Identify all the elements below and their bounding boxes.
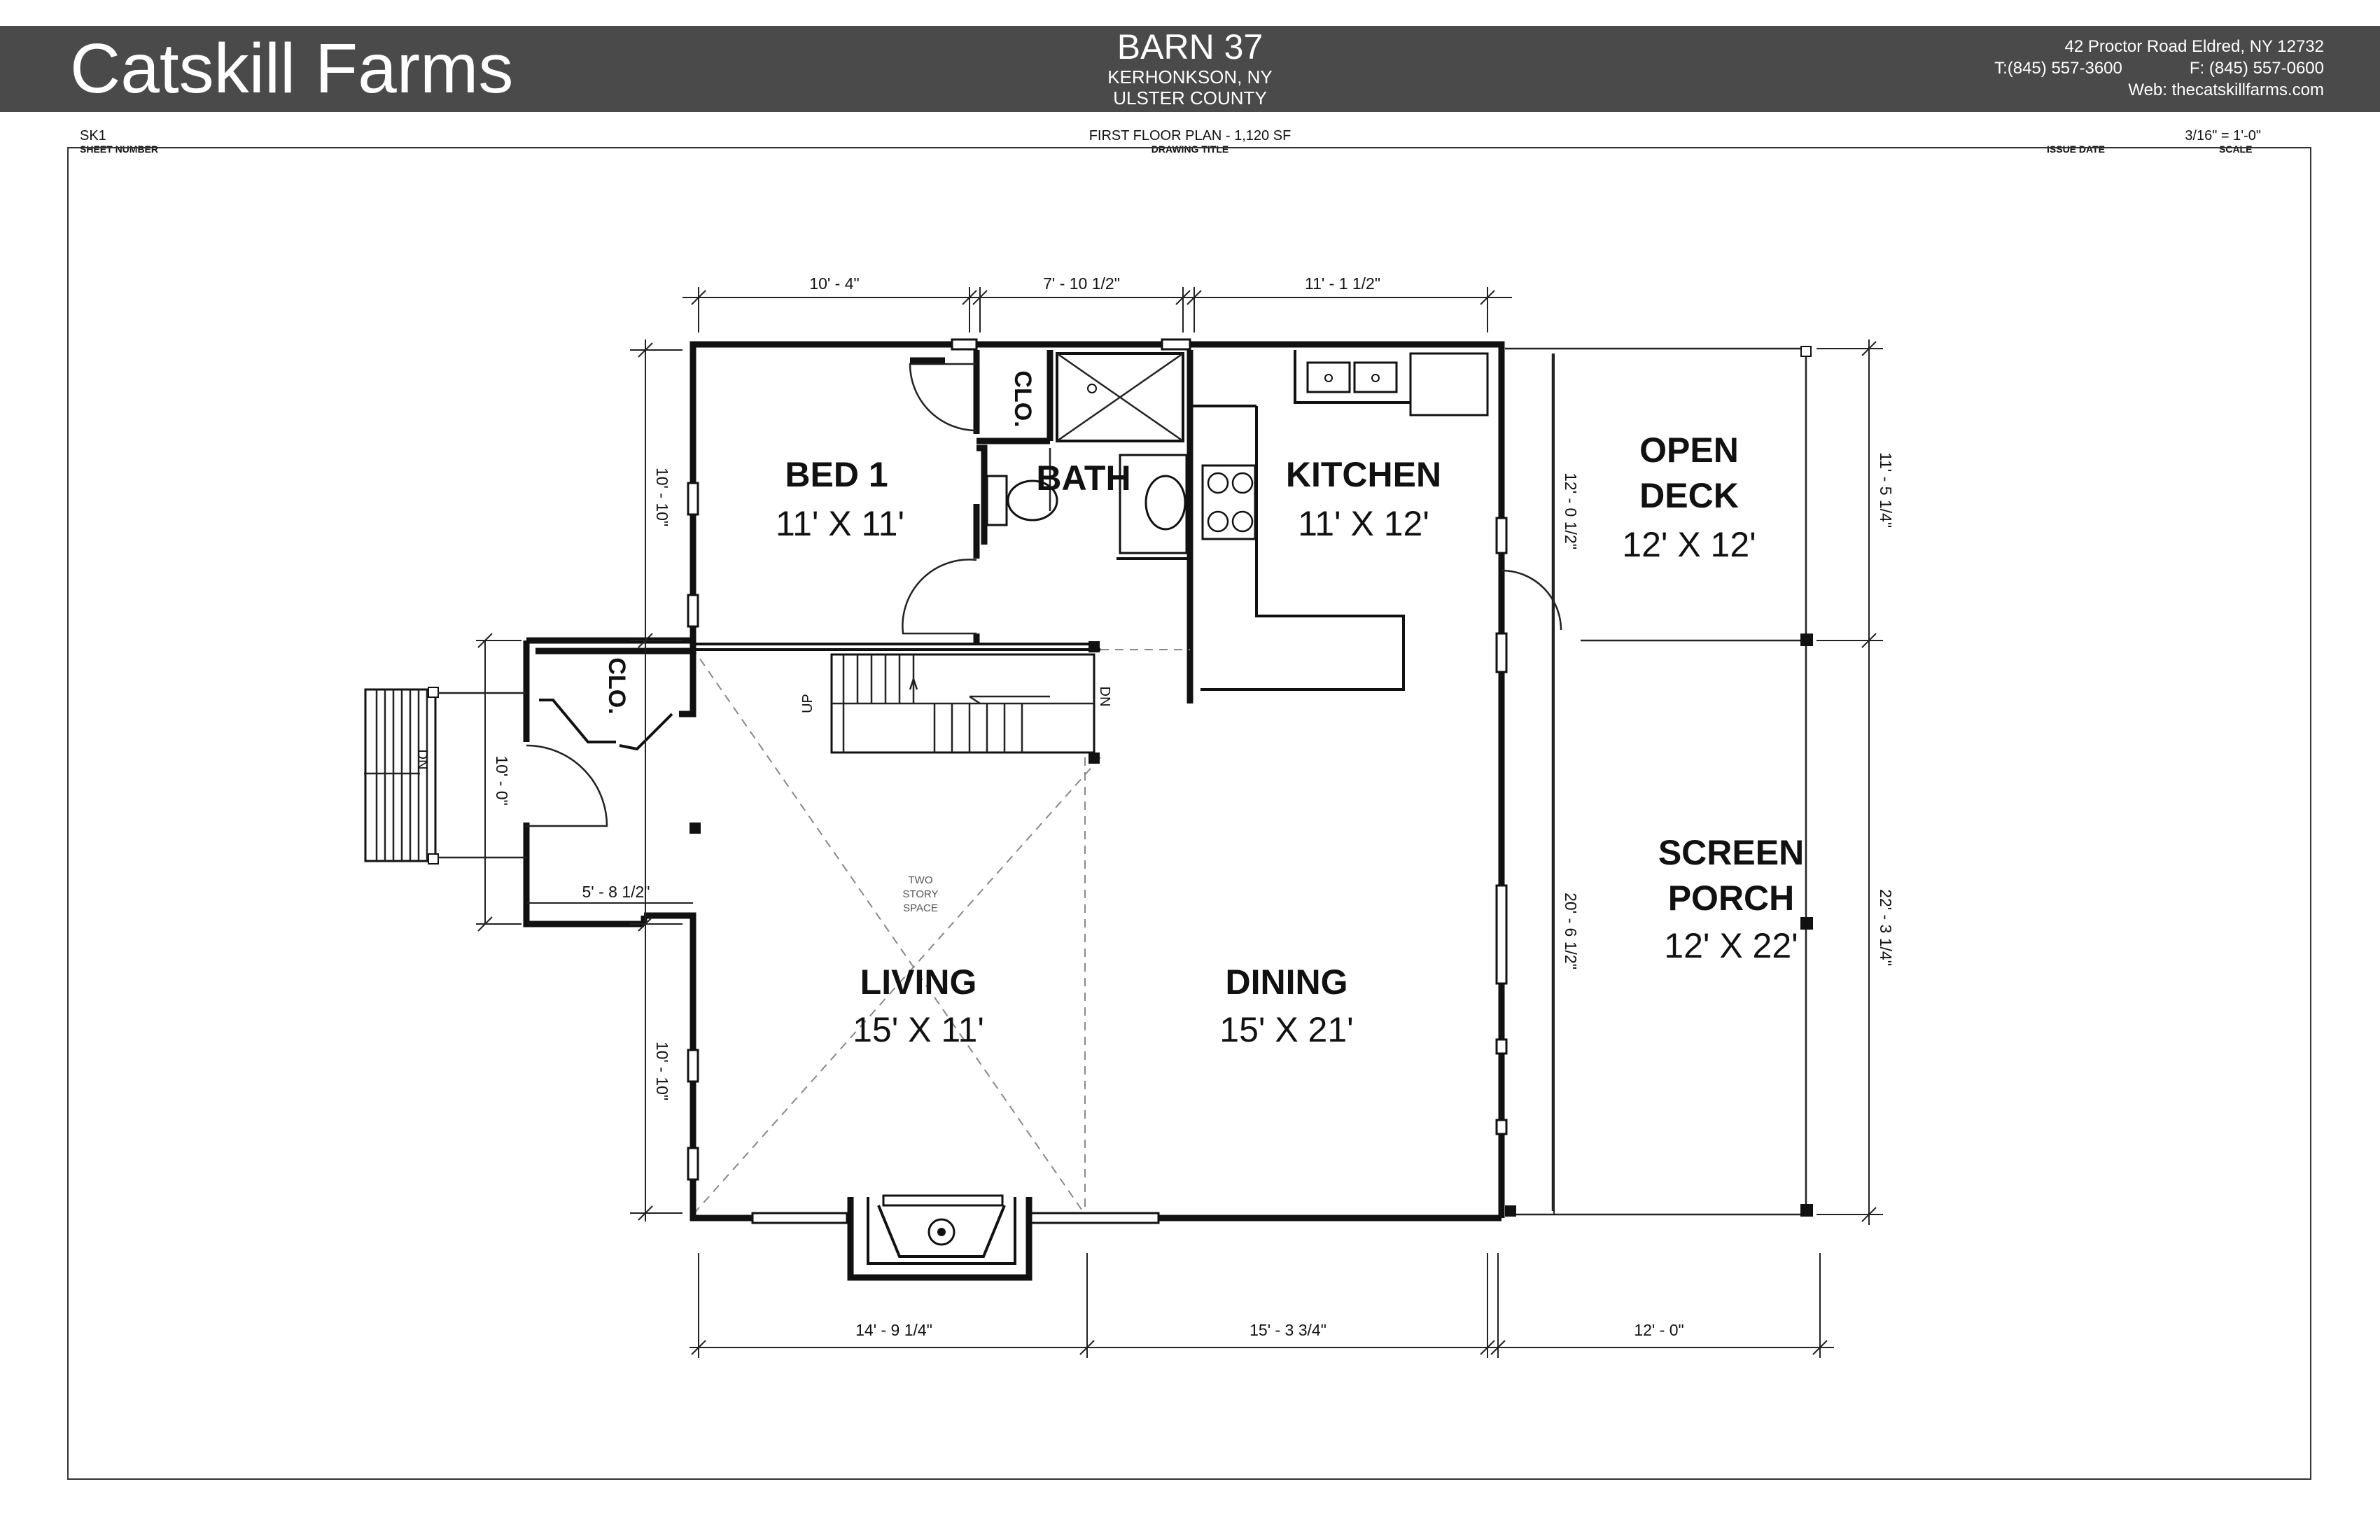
dim-bottom-3: 12' - 0" <box>1634 1321 1684 1339</box>
dim-deck-inner: 12' - 0 1/2" <box>1562 472 1580 550</box>
project-location: KERHONKSON, NY <box>1107 66 1273 88</box>
sheet-number: SK1 <box>80 128 106 144</box>
scale-value: 3/16" = 1'-0" <box>2185 128 2261 144</box>
dim-porch-inner: 20' - 6 1/2" <box>1562 892 1580 969</box>
room-kitchen-name: KITCHEN <box>1285 455 1442 494</box>
dim-bottom-2: 15' - 3 3/4" <box>1250 1321 1326 1339</box>
room-dining-name: DINING <box>1225 962 1348 1002</box>
entry-closet-label: CLO. <box>603 657 630 715</box>
room-bed1-size: 11' X 11' <box>775 504 905 543</box>
room-kitchen-size: 11' X 12' <box>1298 504 1429 543</box>
brand-name: Catskill Farms <box>70 29 514 108</box>
room-porch-name-1: SCREEN <box>1658 833 1805 872</box>
dim-top-3: 11' - 1 1/2" <box>1304 274 1381 293</box>
dim-top-1: 10' - 4" <box>809 274 860 293</box>
room-living-name: LIVING <box>860 962 977 1002</box>
scale-caption: SCALE <box>2219 144 2253 155</box>
company-website: Web: thecatskillfarms.com <box>2128 80 2324 99</box>
shower <box>1057 354 1183 441</box>
doors <box>526 364 1561 826</box>
interior-stair <box>832 641 1190 764</box>
two-story-label-1: TWO <box>908 874 933 886</box>
drawing-title-caption: DRAWING TITLE <box>1151 144 1229 155</box>
two-story-diagonal-a <box>692 647 1085 1214</box>
dim-left-lower: 10' - 10" <box>653 1041 671 1101</box>
room-bed1-name: BED 1 <box>785 455 888 494</box>
bed-closet-label: CLO. <box>1009 370 1036 428</box>
issue-date-caption: ISSUE DATE <box>2047 144 2105 155</box>
dim-left-upper: 10' - 10" <box>653 467 671 527</box>
sheet-number-caption: SHEET NUMBER <box>80 144 159 155</box>
project-name: BARN 37 <box>1116 27 1264 66</box>
room-dining-size: 15' X 21' <box>1219 1010 1354 1049</box>
stair-up-label: UP <box>800 694 816 713</box>
dim-entry-width: 5' - 8 1/2" <box>582 883 650 901</box>
room-living-size: 15' X 11' <box>853 1010 984 1049</box>
room-deck-name-1: OPEN <box>1639 430 1739 470</box>
fireplace <box>850 1196 1029 1278</box>
drawing-title: FIRST FLOOR PLAN - 1,120 SF <box>1088 128 1292 144</box>
interior-walls <box>693 350 1190 704</box>
dim-bottom-1: 14' - 9 1/4" <box>855 1321 932 1339</box>
room-porch-size: 12' X 22' <box>1664 926 1798 965</box>
two-story-label-2: STORY <box>902 888 939 900</box>
dim-right-lower: 22' - 3 1/4" <box>1877 889 1895 966</box>
company-phone: T:(845) 557-3600 <box>1994 59 2122 78</box>
dim-entry-depth: 10' - 0" <box>493 755 511 806</box>
company-fax: F: (845) 557-0600 <box>2189 59 2324 78</box>
room-porch-name-2: PORCH <box>1667 878 1795 918</box>
stair-down-label: DN <box>1097 686 1112 707</box>
dim-top-2: 7' - 10 1/2" <box>1043 274 1120 293</box>
entry-stair-down-label: DN <box>414 749 430 770</box>
room-bath-name: BATH <box>1036 458 1131 498</box>
room-deck-name-2: DECK <box>1639 476 1739 515</box>
dim-right-upper: 11' - 5 1/4" <box>1877 451 1895 528</box>
company-address: 42 Proctor Road Eldred, NY 12732 <box>2064 37 2324 56</box>
project-county: ULSTER COUNTY <box>1113 88 1267 108</box>
room-deck-size: 12' X 12' <box>1622 525 1756 564</box>
two-story-label-3: SPACE <box>903 902 938 914</box>
